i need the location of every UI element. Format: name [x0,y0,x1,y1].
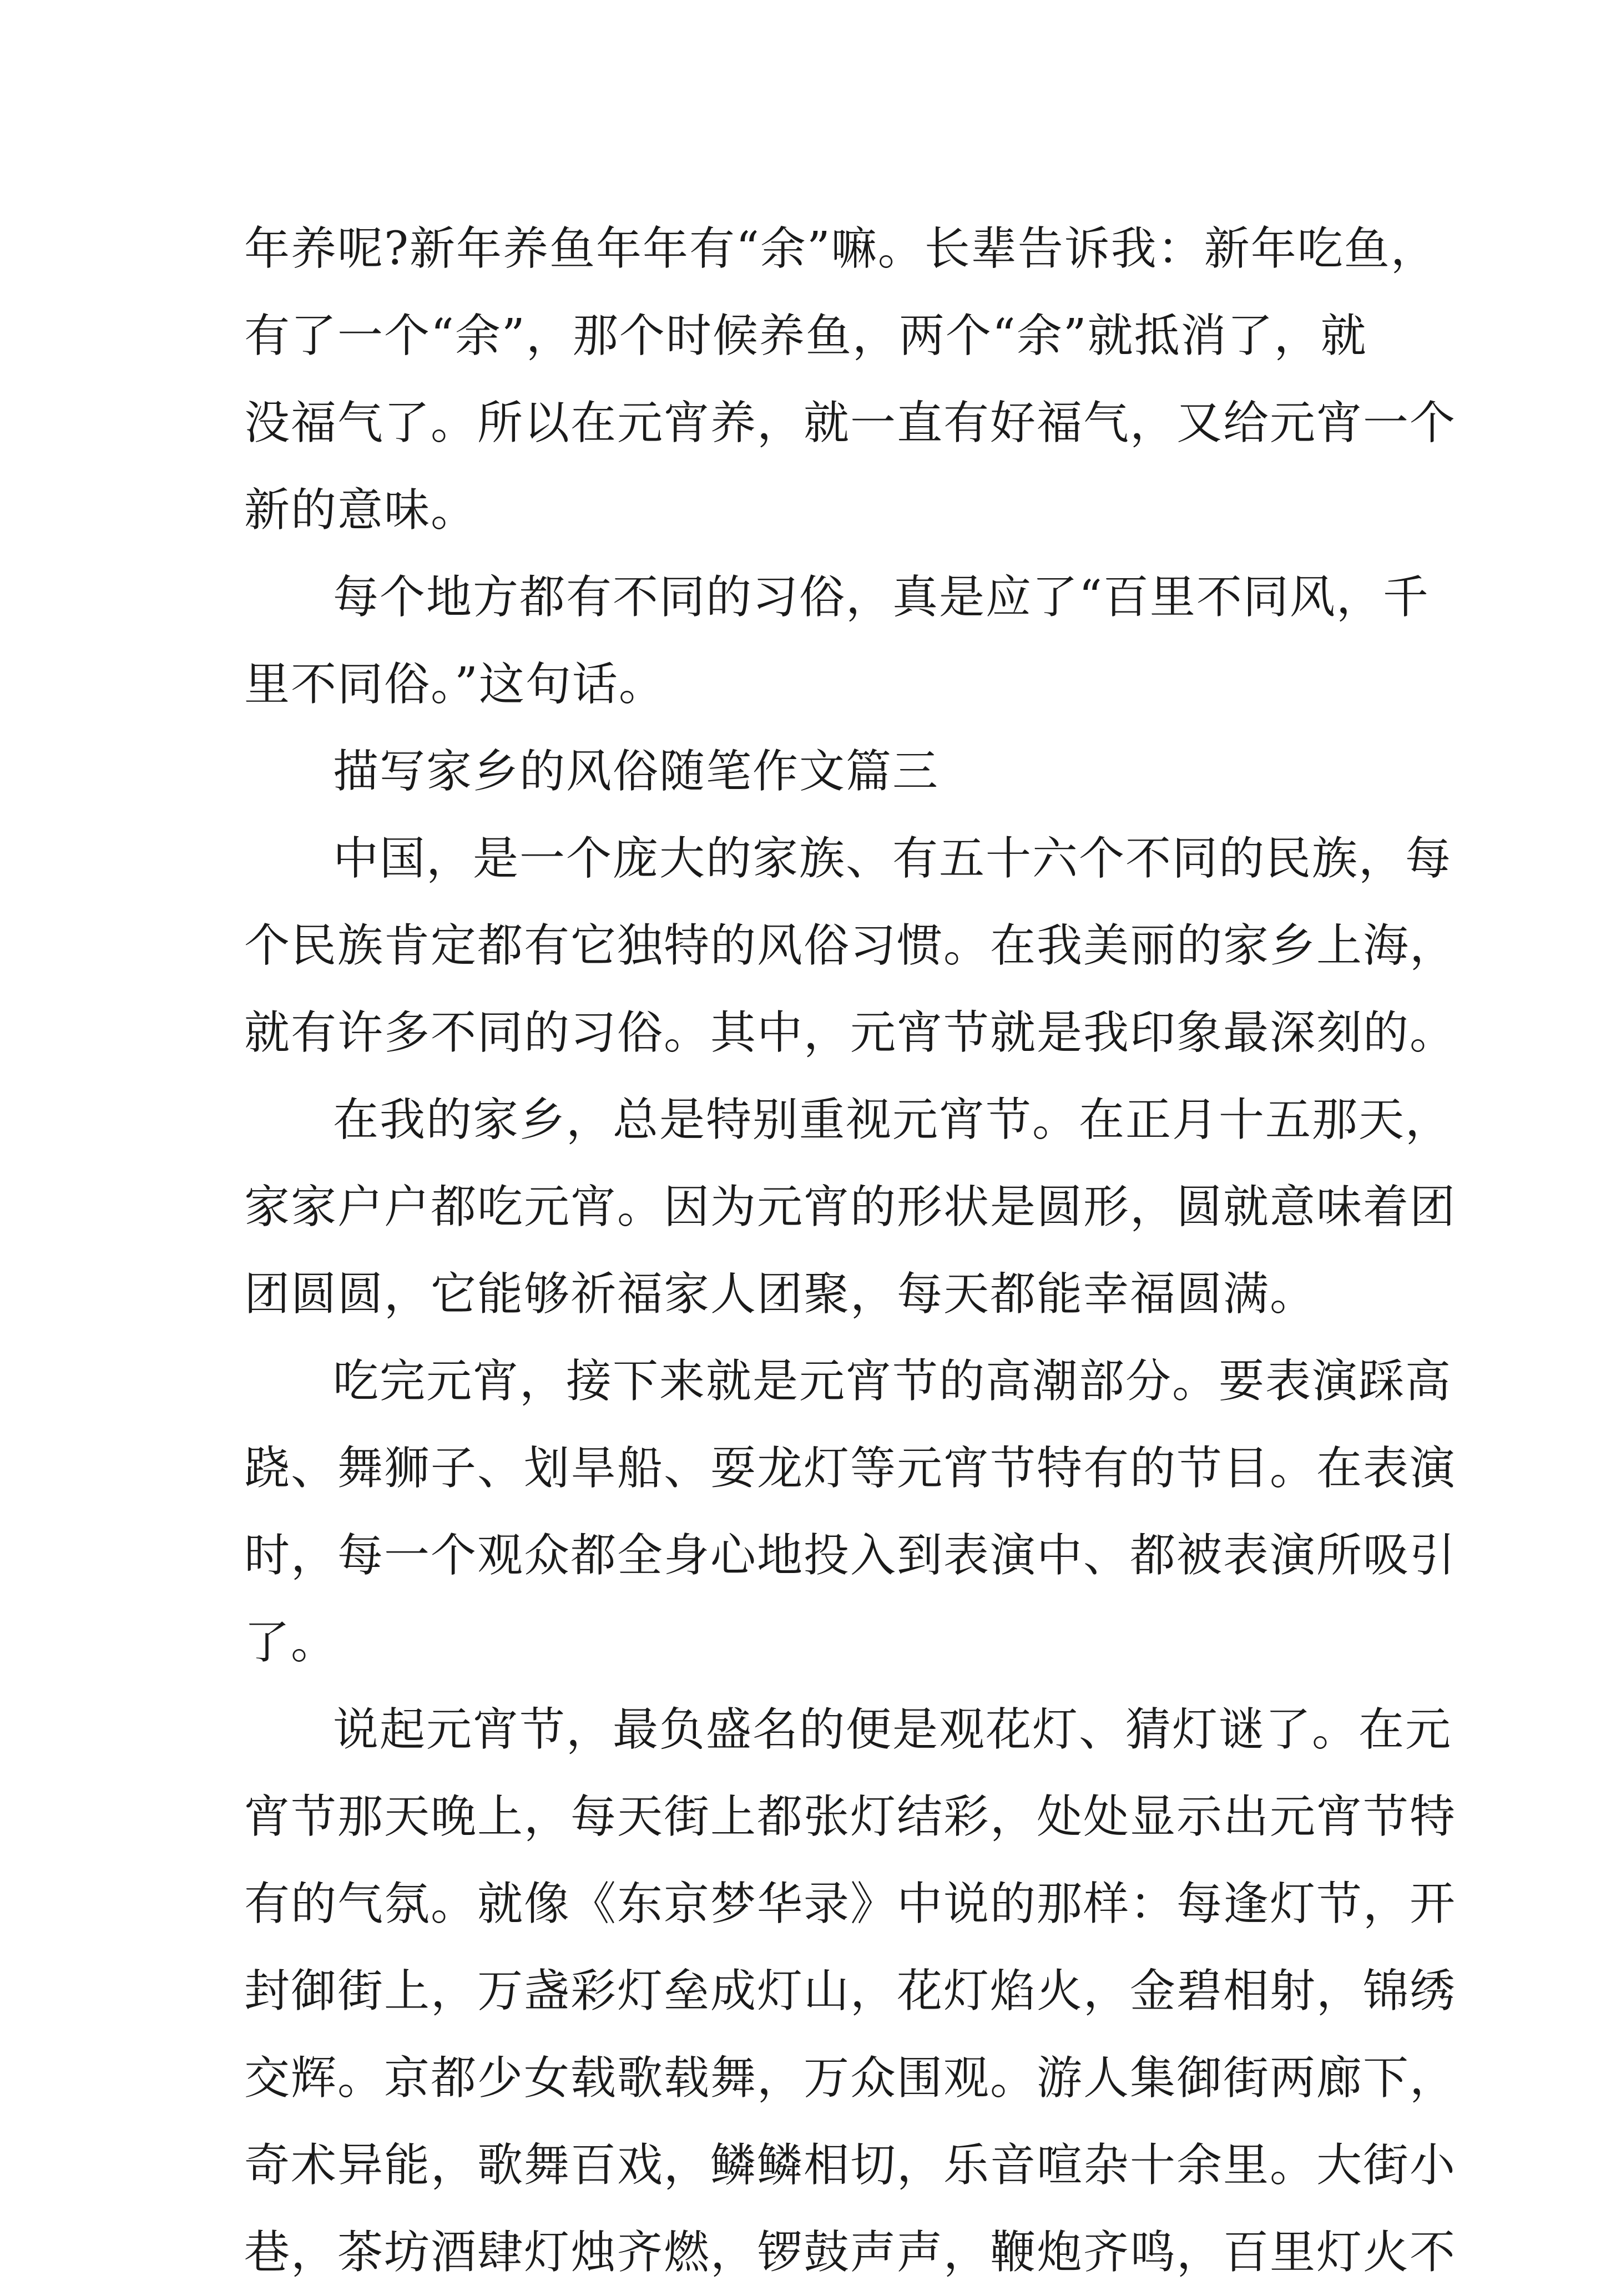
text-line: 家家户户都吃元宵。因为元宵的形状是圆形，圆就意味着团 [244,1181,1457,1233]
text-line: 奇术异能，歌舞百戏，鳞鳞相切，乐音喧杂十余里。大街小 [244,2139,1457,2192]
text-line: 吃完元宵，接下来就是元宵节的高潮部分。要表演踩高 [333,1355,1452,1408]
text-line: 巷，茶坊酒肆灯烛齐燃，锣鼓声声，鞭炮齐鸣，百里灯火不 [244,2226,1457,2279]
text-line: 每个地方都有不同的习俗，真是应了“百里不同风，千 [333,571,1430,624]
text-line: 有的气氛。就像《东京梦华录》中说的那样：每逢灯节，开 [244,1878,1457,1930]
text-line: 交辉。京都少女载歌载舞，万众围观。游人集御街两廊下， [244,2052,1457,2105]
text-line: 宵节那天晚上，每天街上都张灯结彩，处处显示出元宵节特 [244,1791,1457,1843]
text-line: 个民族肯定都有它独特的风俗习惯。在我美丽的家乡上海， [244,919,1457,972]
text-line: 里不同俗。”这句话。 [244,658,665,711]
text-line: 没福气了。所以在元宵养，就一直有好福气，又给元宵一个 [244,397,1457,449]
text-line: 新的意味。 [244,484,478,537]
body-text [244,205,1457,2296]
text-line: 在我的家乡，总是特别重视元宵节。在正月十五那天， [333,1094,1452,1146]
text-line: 有了一个“余”，那个时候养鱼，两个“余”就抵消了，就 [244,310,1367,362]
text-line: 了。 [244,1616,338,1669]
text-line: 说起元宵节，最负盛名的便是观花灯、猜灯谜了。在元 [333,1703,1452,1756]
text-line: 就有许多不同的习俗。其中，元宵节就是我印象最深刻的。 [244,1007,1457,1059]
text-line: 描写家乡的风俗随笔作文篇三 [333,745,940,798]
text-line: 中国，是一个庞大的家族、有五十六个不同的民族，每 [333,832,1452,885]
text-line: 年养呢?新年养鱼年年有“余”嘛。长辈告诉我：新年吃鱼， [244,222,1437,275]
text-line: 跷、舞狮子、划旱船、耍龙灯等元宵节特有的节目。在表演 [244,1442,1457,1495]
text-line: 封御街上，万盏彩灯垒成灯山，花灯焰火，金碧相射，锦绣 [244,1965,1457,2017]
text-line: 团圆圆，它能够祈福家人团聚，每天都能幸福圆满。 [244,1268,1317,1321]
text-line: 时，每一个观众都全身心地投入到表演中、都被表演所吸引 [244,1529,1457,1582]
